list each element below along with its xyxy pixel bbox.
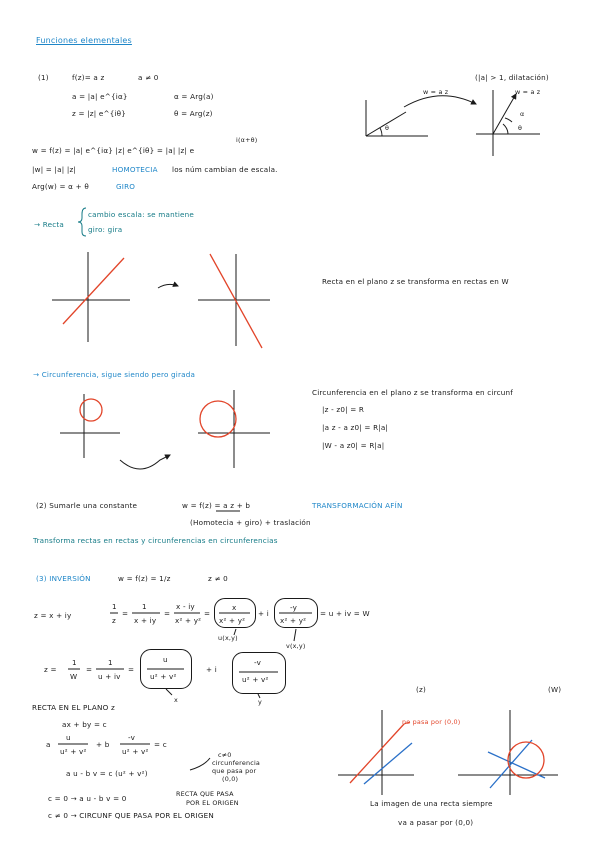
s2-line: (2) Sumarle una constante [36, 501, 138, 510]
a-coef: a [46, 740, 51, 749]
s1-f: f(z)= a z [72, 73, 105, 82]
vxy: v(x,y) [286, 642, 306, 650]
frac3-u2v2-2: u² + v² [122, 747, 149, 756]
eq-sign-5: = [128, 665, 135, 674]
s1-z: z = |z| e^{iθ} [72, 109, 127, 118]
recta-c1: cambio escala: se mantiene [88, 210, 195, 219]
plus-i-2: + i [206, 665, 217, 674]
s2-eq: w = f(z) = a z + b [182, 501, 251, 510]
s1-alpha-sym: α [520, 110, 525, 118]
frac-x2y2: x² + y² [175, 616, 202, 625]
s1-theta-sym: θ [385, 124, 390, 132]
s1-arg: Arg(w) = α + θ [32, 182, 89, 191]
frac2-one: 1 [72, 658, 77, 667]
s1-wlabel: w = a z [515, 88, 541, 96]
eq-c: = c [154, 740, 167, 749]
img-note-2: va a pasar por (0,0) [398, 818, 474, 827]
s3-eq: w = f(z) = 1/z [118, 574, 171, 583]
frac3-mv: -v [128, 733, 136, 742]
inversion-diagram-w [458, 710, 558, 795]
s1-a: a = |a| e^{iα} [72, 92, 128, 101]
lab-y: y [258, 698, 262, 706]
plane-w-label: (W) [548, 685, 562, 694]
s3-zdef: z = x + iy [34, 611, 72, 620]
au-bv: a u - b v = c (u² + v²) [66, 769, 148, 778]
s1-dil: (|a| > 1, dilatación) [475, 73, 549, 82]
img-note-1: La imagen de una recta siempre [370, 799, 493, 808]
cne0-line: c ≠ 0 → CIRCUNF QUE PASA POR EL ORIGEN [48, 811, 214, 820]
recta-head: → Recta [34, 220, 64, 229]
plus-b: + b [96, 740, 110, 749]
s1-diagram-w [476, 90, 540, 156]
plane-z-label: (z) [416, 685, 426, 694]
recta-desc: Recta en el plano z se transforma en rectas en W [322, 277, 509, 286]
s1-diagram-z [366, 100, 428, 136]
circ-head: → Circunferencia, sigue siendo pero girada [33, 370, 196, 379]
s1-num: (1) [38, 73, 49, 82]
s1-theta: θ = Arg(z) [174, 109, 213, 118]
frac-one-2: 1 [142, 602, 147, 611]
s2-afin: TRANSFORMACIÓN AFÍN [312, 501, 403, 510]
zlhs: z = [44, 665, 57, 674]
frac-one: 1 [112, 602, 117, 611]
frac3-u2v2: u² + v² [60, 747, 87, 756]
recta-brace [78, 208, 86, 236]
recta-arrow [158, 284, 178, 288]
por-origen: POR EL ORIGEN [186, 799, 239, 807]
fraction-bars [58, 613, 312, 770]
circ-diagram-z [60, 394, 120, 458]
circ-e1: |z - z0| = R [322, 405, 365, 414]
frac-xmiy: x - iy [176, 602, 195, 611]
frac-xiy: x + iy [134, 616, 157, 625]
frac2-u2v2: u² + v² [150, 672, 177, 681]
circ-e3: |W - a z0| = R|a| [322, 441, 385, 450]
no-pasa-label: no pasa por (0,0) [402, 718, 461, 726]
recta-pasa: RECTA QUE PASA [176, 790, 234, 798]
eq-sign-3: = [204, 609, 211, 618]
circ-e2: |a z - a z0| = R|a| [322, 423, 389, 432]
recta-diagram-w [198, 254, 270, 348]
recta-c2: giro: gira [88, 225, 123, 234]
page-title: Funciones elementales [36, 36, 132, 45]
recta-plano: RECTA EN EL PLANO z [32, 703, 115, 712]
frac2-one-2: 1 [108, 658, 113, 667]
eq-sign: = [122, 609, 129, 618]
c-ne0-note: c≠0 [218, 751, 232, 759]
eq-sign-4: = [86, 665, 93, 674]
s1-map-arrow [404, 96, 476, 107]
frac2-mv: -v [254, 658, 262, 667]
axby: ax + by = c [62, 720, 107, 729]
frac3-u: u [66, 733, 71, 742]
frac-my: -y [290, 603, 298, 612]
s1-mod: |w| = |a| |z| [32, 165, 77, 174]
frac-z: z [112, 616, 116, 625]
s1-giro: GIRO [116, 182, 136, 191]
circ-desc: Circunferencia en el plano z se transforma en circunf [312, 388, 514, 397]
circ-note: circunferencia [212, 759, 261, 767]
s1-map: w = a z [423, 88, 449, 96]
lab-x: x [174, 696, 178, 704]
s1-cond: a ≠ 0 [138, 73, 159, 82]
s1-w-exp: i(α+θ) [236, 136, 258, 144]
frac2-uiv: u + iv [98, 672, 121, 681]
s3-head: (3) INVERSIÓN [36, 574, 91, 583]
uxy: u(x,y) [218, 634, 238, 642]
s1-w: w = f(z) = |a| e^{iα} |z| e^{iθ} = |a| |z| e [32, 146, 195, 155]
frac2-w: W [70, 672, 78, 681]
recta-diagram-z [52, 252, 130, 342]
eq-sign-2: = [164, 609, 171, 618]
c0-line: c = 0 → a u - b v = 0 [48, 794, 127, 803]
s2-sub: (Homotecia + giro) + traslación [190, 518, 311, 527]
s1-alpha: α = Arg(a) [174, 92, 214, 101]
s1-mod-note: los núm cambian de escala. [172, 165, 278, 174]
s2-note: Transforma rectas en rectas y circunferencias en circunferencias [33, 536, 278, 545]
s3-cond: z ≠ 0 [208, 574, 228, 583]
frac2-u: u [163, 655, 168, 664]
circ-diagram-w [198, 390, 270, 468]
s1-theta-sym-2: θ [518, 124, 523, 132]
inversion-diagram-z [338, 710, 414, 795]
frac-x2y2-3: x² + y² [280, 616, 307, 625]
eq-uiv: = u + iv = W [320, 609, 370, 618]
circ-note-2: que pasa por [212, 767, 257, 775]
frac-x: x [232, 603, 237, 612]
s1-homotecia: HOMOTECIA [112, 165, 158, 174]
frac-x2y2-2: x² + y² [219, 616, 246, 625]
frac2-u2v2-2: u² + v² [242, 675, 269, 684]
plus-i: + i [258, 609, 269, 618]
circ-note-3: (0,0) [222, 775, 239, 783]
circ-arrow [120, 455, 170, 469]
